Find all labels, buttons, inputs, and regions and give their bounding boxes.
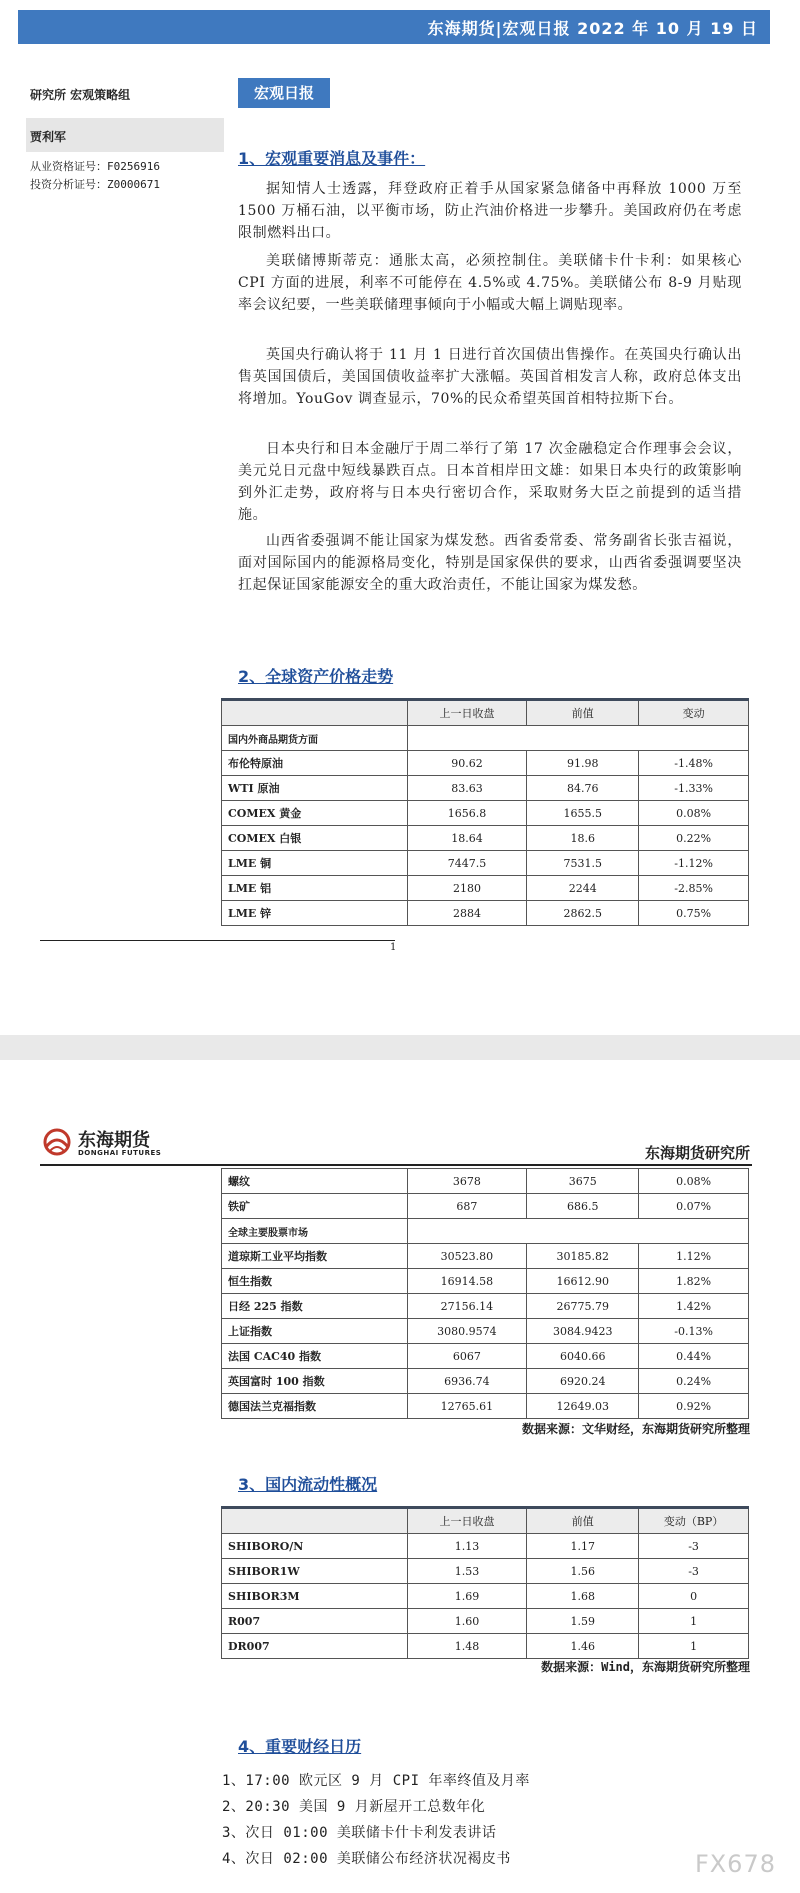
- table-row: [222, 801, 749, 826]
- table-row: [222, 901, 749, 926]
- row-label: 道琼斯工业平均指数: [222, 1244, 408, 1269]
- header-cell: [222, 700, 408, 726]
- news-paragraph: 山西省委强调不能让国家为煤发愁。西省委常委、常务副省长张吉福说，面对国际国内的能源格局变化，特别是国家保供的要求，山西省委强调要坚决扛起保证国家能源安全的重大政治责任，不能让国家为煤发愁。: [238, 533, 742, 593]
- row-label: SHIBOR3M: [222, 1584, 408, 1609]
- watermark: FX678: [694, 1850, 776, 1878]
- cell: 1.53: [407, 1559, 527, 1584]
- cell: 6920.24: [527, 1369, 639, 1394]
- analyst-number: 投资分析证号：Z0000671: [30, 178, 160, 191]
- calendar-item: 2、20:30 美国 9 月新屋开工总数年化: [222, 1799, 486, 1815]
- table-row: [222, 1244, 749, 1269]
- table-group-row: [222, 726, 749, 751]
- header-cell: 变动: [639, 700, 749, 726]
- group-label: 国内外商品期货方面: [222, 726, 408, 751]
- table-row: [222, 1369, 749, 1394]
- author-box: [26, 118, 224, 152]
- row-label: 法国 CAC40 指数: [222, 1344, 408, 1369]
- row-label: LME 铜: [222, 851, 408, 876]
- cell: 0.44%: [639, 1344, 749, 1369]
- row-label: SHIBORO/N: [222, 1534, 408, 1559]
- row-label: 上证指数: [222, 1319, 408, 1344]
- cell: 18.64: [407, 826, 527, 851]
- table-group-row: [222, 1219, 749, 1244]
- row-label: R007: [222, 1609, 408, 1634]
- row-label: DR007: [222, 1634, 408, 1659]
- header-divider: [40, 1164, 752, 1166]
- header-cell: 前值: [527, 1508, 639, 1534]
- cell: 3675: [527, 1169, 639, 1194]
- cell: -0.13%: [639, 1319, 749, 1344]
- cell: -3: [639, 1559, 749, 1584]
- cell: -3: [639, 1534, 749, 1559]
- cell: 1.69: [407, 1584, 527, 1609]
- row-label: 英国富时 100 指数: [222, 1369, 408, 1394]
- cell: 26775.79: [527, 1294, 639, 1319]
- row-label: SHIBOR1W: [222, 1559, 408, 1584]
- table-row: [222, 851, 749, 876]
- cell: 1.48: [407, 1634, 527, 1659]
- table-row: [222, 1169, 749, 1194]
- cell: 1: [639, 1609, 749, 1634]
- table-row: [222, 1559, 749, 1584]
- cell: 1.17: [527, 1534, 639, 1559]
- table-row: [222, 876, 749, 901]
- cell: 18.6: [527, 826, 639, 851]
- calendar-item: 4、次日 02:00 美联储公布经济状况褐皮书: [222, 1851, 511, 1867]
- table-row: [222, 751, 749, 776]
- section-heading-liquidity: 3、国内流动性概况: [238, 1475, 378, 1494]
- cell: 2884: [407, 901, 527, 926]
- cell: 91.98: [527, 751, 639, 776]
- company-logo: [40, 1125, 170, 1161]
- table-row: [222, 1534, 749, 1559]
- cell: 1.12%: [639, 1244, 749, 1269]
- table-row: [222, 1319, 749, 1344]
- header-cell: 前值: [527, 700, 639, 726]
- report-type-tag: 宏观日报: [238, 78, 330, 108]
- cell: 0.24%: [639, 1369, 749, 1394]
- table-header-row: [222, 700, 749, 726]
- cell: 6936.74: [407, 1369, 527, 1394]
- news-paragraph: 据知情人士透露，拜登政府正着手从国家紧急储备中再释放 1000 万至 1500 万桶石油，以平衡市场，防止汽油价格进一步攀升。美国政府仍在考虑限制燃料出口。: [238, 181, 742, 241]
- footer-divider: [40, 940, 395, 941]
- liquidity-table: [221, 1506, 749, 1659]
- row-label: 铁矿: [222, 1194, 408, 1219]
- row-label: WTI 原油: [222, 776, 408, 801]
- cell: 30185.82: [527, 1244, 639, 1269]
- table-row: [222, 1344, 749, 1369]
- cell: 0.07%: [639, 1194, 749, 1219]
- page-gap: [0, 1035, 800, 1060]
- qualification-number: 从业资格证号：F0256916: [30, 160, 160, 173]
- cell: 84.76: [527, 776, 639, 801]
- cell: -1.48%: [639, 751, 749, 776]
- cell: 0.22%: [639, 826, 749, 851]
- department-label: 研究所 宏观策略组: [30, 88, 131, 102]
- row-label: 布伦特原油: [222, 751, 408, 776]
- news-paragraph: 美联储博斯蒂克：通胀太高，必须控制住。美联储卡什卡利：如果核心 CPI 方面的进展，利率不可能停在 4.5%或 4.75%。美联储公布 8-9 月贴现率会议纪要，一些美联储理事倾向于小幅或大幅上调贴现率。: [238, 253, 742, 313]
- cell: 16914.58: [407, 1269, 527, 1294]
- cell: 1655.5: [527, 801, 639, 826]
- cell: 16612.90: [527, 1269, 639, 1294]
- row-label: 螺纹: [222, 1169, 408, 1194]
- cell: -1.12%: [639, 851, 749, 876]
- header-cell: 上一日收盘: [407, 1508, 527, 1534]
- cell: 30523.80: [407, 1244, 527, 1269]
- cell: 686.5: [527, 1194, 639, 1219]
- cell: 3080.9574: [407, 1319, 527, 1344]
- row-label: 德国法兰克福指数: [222, 1394, 408, 1419]
- table-row: [222, 1634, 749, 1659]
- cell: 7447.5: [407, 851, 527, 876]
- cell: 3084.9423: [527, 1319, 639, 1344]
- section-heading-calendar: 4、重要财经日历: [238, 1737, 362, 1756]
- cell: 27156.14: [407, 1294, 527, 1319]
- cell: 2244: [527, 876, 639, 901]
- author-name: 贾利军: [30, 130, 67, 144]
- cell: -1.33%: [639, 776, 749, 801]
- header-cell: 变动（BP）: [639, 1508, 749, 1534]
- cell: 12765.61: [407, 1394, 527, 1419]
- asset-price-table: [221, 698, 749, 926]
- cell: 1.60: [407, 1609, 527, 1634]
- cell: 0: [639, 1584, 749, 1609]
- news-paragraph: 英国央行确认将于 11 月 1 日进行首次国债出售操作。在英国央行确认出售英国国债后，美国国债收益率扩大涨幅。英国首相发言人称，政府总体支出将增加。YouGov 调查显示，70%的民众希望英国首相特拉斯下台。: [238, 347, 742, 407]
- asset-price-table-continued: [221, 1168, 749, 1419]
- cell: 3678: [407, 1169, 527, 1194]
- table-row: [222, 1394, 749, 1419]
- cell: 687: [407, 1194, 527, 1219]
- logo-text-cn: 东海期货: [78, 1130, 150, 1151]
- report-header-bar: [18, 10, 770, 44]
- table-row: [222, 776, 749, 801]
- table-header-row: [222, 1508, 749, 1534]
- cell: 90.62: [407, 751, 527, 776]
- cell: 2862.5: [527, 901, 639, 926]
- cell: 7531.5: [527, 851, 639, 876]
- table-row: [222, 1194, 749, 1219]
- cell: 1.46: [527, 1634, 639, 1659]
- section-heading-news: 1、宏观重要消息及事件：: [238, 149, 426, 168]
- cell: 83.63: [407, 776, 527, 801]
- institute-name: 东海期货研究所: [644, 1144, 750, 1162]
- table-row: [222, 1294, 749, 1319]
- cell: 0.92%: [639, 1394, 749, 1419]
- table-row: [222, 1269, 749, 1294]
- table-row: [222, 1584, 749, 1609]
- cell: 2180: [407, 876, 527, 901]
- row-label: COMEX 白银: [222, 826, 408, 851]
- data-source-note: 数据来源：Wind，东海期货研究所整理: [541, 1660, 750, 1674]
- cell: 6067: [407, 1344, 527, 1369]
- cell: 1.59: [527, 1609, 639, 1634]
- header-cell: [222, 1508, 408, 1534]
- logo-text-en: DONGHAI FUTURES: [78, 1149, 162, 1157]
- cell: 0.08%: [639, 801, 749, 826]
- logo-emblem-icon: [40, 1125, 74, 1159]
- news-paragraph: 日本央行和日本金融厅于周二举行了第 17 次金融稳定合作理事会会议，美元兑日元盘中短线暴跌百点。日本首相岸田文雄：如果日本央行的政策影响到外汇走势，政府将与日本央行密切合作，采取财务大臣之前提到的适当措施。: [238, 441, 742, 523]
- cell: 12649.03: [527, 1394, 639, 1419]
- cell: 1.13: [407, 1534, 527, 1559]
- cell: -2.85%: [639, 876, 749, 901]
- data-source-note: 数据来源：文华财经，东海期货研究所整理: [521, 1422, 750, 1436]
- row-label: COMEX 黄金: [222, 801, 408, 826]
- row-label: 恒生指数: [222, 1269, 408, 1294]
- table-row: [222, 826, 749, 851]
- cell: 1.42%: [639, 1294, 749, 1319]
- cell: 0.08%: [639, 1169, 749, 1194]
- cell: 1: [639, 1634, 749, 1659]
- row-label: LME 铝: [222, 876, 408, 901]
- cell: 1.82%: [639, 1269, 749, 1294]
- page-number: 1: [390, 942, 397, 953]
- header-cell: 上一日收盘: [407, 700, 527, 726]
- table-row: [222, 1609, 749, 1634]
- calendar-item: 3、次日 01:00 美联储卡什卡利发表讲话: [222, 1825, 497, 1841]
- cell: 6040.66: [527, 1344, 639, 1369]
- cell: 1.68: [527, 1584, 639, 1609]
- group-label: 全球主要股票市场: [222, 1219, 408, 1244]
- row-label: 日经 225 指数: [222, 1294, 408, 1319]
- cell: 1656.8: [407, 801, 527, 826]
- row-label: LME 锌: [222, 901, 408, 926]
- cell: 0.75%: [639, 901, 749, 926]
- section-heading-assets: 2、全球资产价格走势: [238, 667, 394, 686]
- report-title: 东海期货|宏观日报 2022 年 10 月 19 日: [427, 19, 758, 38]
- cell: 1.56: [527, 1559, 639, 1584]
- calendar-item: 1、17:00 欧元区 9 月 CPI 年率终值及月率: [222, 1773, 530, 1789]
